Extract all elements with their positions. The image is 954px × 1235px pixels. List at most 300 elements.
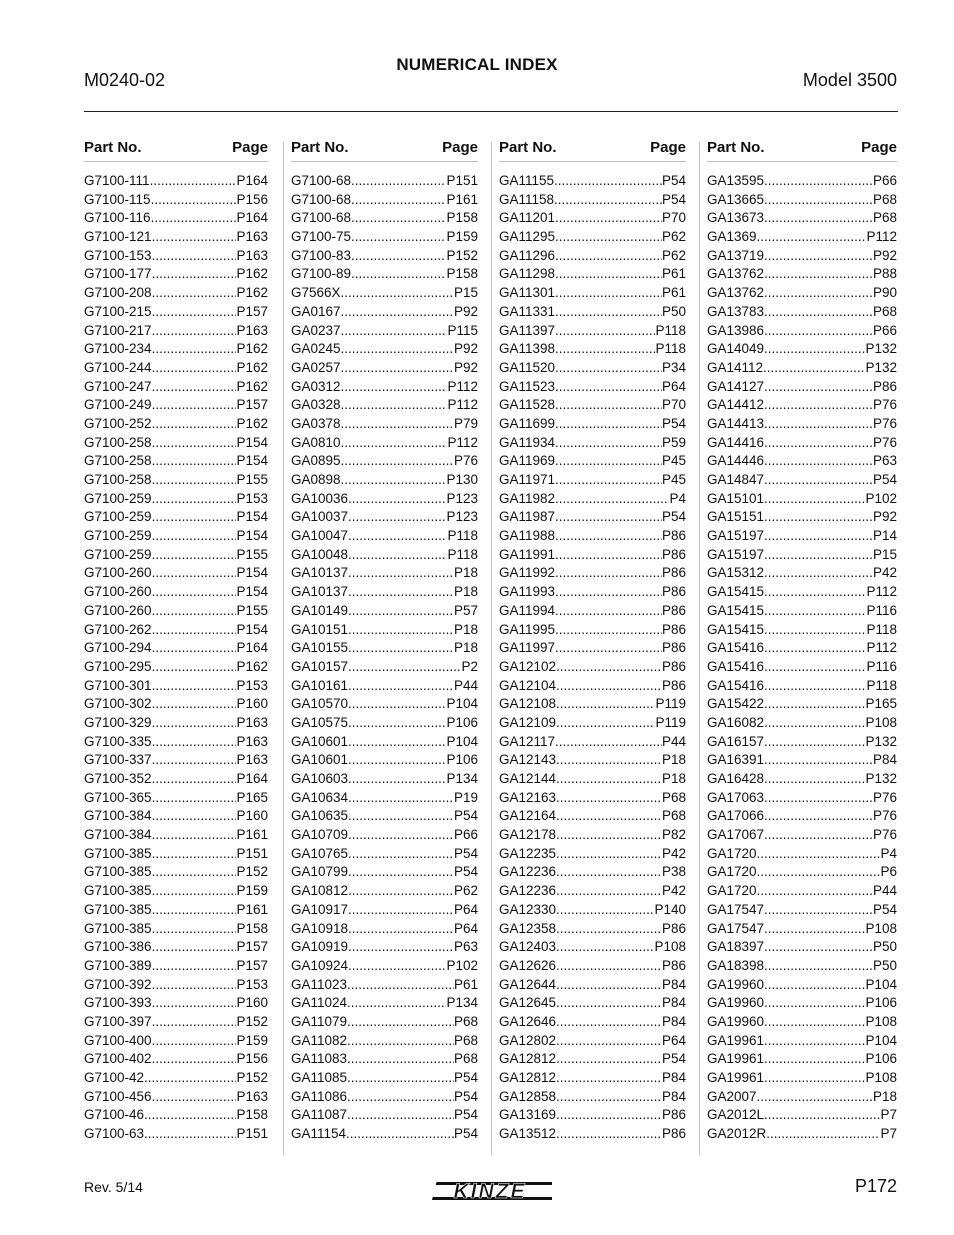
part-no-header: Part No.: [84, 138, 142, 156]
index-entry: [291, 1013, 478, 1032]
page-reference: P118: [655, 322, 686, 338]
dot-leader: [757, 845, 881, 864]
page-reference: P140: [654, 901, 686, 917]
part-number: GA11085: [291, 1070, 348, 1085]
index-entry: [84, 621, 268, 640]
part-number: GA12812: [499, 1070, 557, 1085]
page-reference: P106: [865, 1051, 897, 1067]
page-reference: P42: [661, 845, 686, 861]
index-entry: [707, 1050, 897, 1069]
index-entry: [707, 1106, 897, 1125]
part-no-header: Part No.: [499, 138, 557, 156]
dot-leader: [348, 751, 446, 770]
dot-leader: [555, 452, 662, 471]
part-number: G7100-385: [84, 845, 152, 861]
index-entry: [499, 452, 686, 471]
part-number: GA11298: [499, 266, 556, 282]
part-number: G7100-258: [84, 434, 152, 450]
part-number: GA13762: [707, 266, 765, 282]
dot-leader: [764, 920, 865, 939]
dot-leader: [556, 1088, 662, 1107]
index-entry: [499, 359, 686, 378]
dot-leader: [764, 527, 873, 546]
part-number: G7100-116: [84, 210, 151, 226]
dot-leader: [152, 583, 237, 602]
index-entry: [84, 172, 268, 191]
part-number: GA12236: [499, 864, 557, 880]
dot-leader: [556, 770, 662, 789]
index-entry: [707, 340, 897, 359]
index-entry: [84, 452, 268, 471]
part-number: GA12109: [499, 714, 557, 730]
page-reference: P54: [453, 1107, 478, 1123]
part-number: G7100-259: [84, 490, 152, 506]
part-number: GA10634: [291, 789, 349, 805]
index-entry: [84, 1106, 268, 1125]
part-number: GA13673: [707, 210, 765, 226]
page-reference: P112: [447, 434, 478, 450]
dot-leader: [152, 1050, 237, 1069]
index-entry: [291, 976, 478, 995]
page-reference: P154: [236, 565, 268, 581]
part-number: G7100-121: [84, 229, 152, 245]
index-entry: [84, 228, 268, 247]
page-reference: P68: [661, 808, 686, 824]
index-entry: [707, 957, 897, 976]
page-reference: P160: [236, 995, 268, 1011]
part-number: G7100-217: [84, 322, 152, 338]
dot-leader: [152, 751, 237, 770]
part-number: GA10570: [291, 696, 349, 712]
index-entry: [499, 564, 686, 583]
dot-leader: [764, 265, 873, 284]
index-entry: [707, 284, 897, 303]
index-entry: [291, 602, 478, 621]
dot-leader: [556, 751, 662, 770]
part-number: GA14847: [707, 472, 765, 487]
page-reference: P54: [661, 1051, 686, 1067]
index-entry: [707, 695, 897, 714]
index-entry: [291, 265, 478, 284]
dot-leader: [152, 733, 237, 752]
index-entry: [499, 1106, 686, 1125]
part-number: G7100-397: [84, 1013, 152, 1029]
page-reference: P45: [661, 472, 686, 487]
page-reference: P62: [661, 229, 686, 245]
dot-leader: [152, 994, 237, 1013]
dot-leader: [348, 807, 454, 826]
part-number: G7100-259: [84, 546, 152, 562]
dot-leader: [150, 172, 237, 191]
index-entry: [499, 845, 686, 864]
index-entry: [707, 471, 897, 490]
part-number: GA10036: [291, 490, 349, 506]
page-reference: P112: [447, 397, 478, 413]
part-number: GA10917: [291, 901, 349, 917]
dot-leader: [555, 546, 662, 565]
page-reference: P61: [661, 285, 686, 301]
logo-wordmark: KINZE: [453, 1180, 527, 1203]
page-reference: P54: [453, 845, 478, 861]
page-reference: P152: [236, 864, 268, 880]
dot-leader: [764, 677, 866, 696]
dot-leader: [555, 209, 662, 228]
dot-leader: [763, 359, 865, 378]
page-reference: P50: [872, 957, 897, 973]
dot-leader: [347, 1032, 454, 1051]
part-number: GA11331: [499, 303, 556, 319]
dot-leader: [556, 845, 662, 864]
part-number: GA15415: [707, 584, 765, 600]
part-number: GA12235: [499, 845, 557, 861]
page-reference: P86: [661, 565, 686, 581]
part-number: GA10157: [291, 658, 349, 674]
header-divider: [84, 111, 898, 112]
part-number: G7100-385: [84, 920, 152, 936]
page-reference: P92: [872, 509, 897, 525]
page-reference: P18: [453, 621, 478, 637]
index-column-2: [291, 133, 478, 1156]
dot-leader: [554, 172, 662, 191]
dot-leader: [757, 228, 867, 247]
part-number: GA12104: [499, 677, 557, 693]
page-reference: P66: [872, 322, 897, 338]
part-number: GA10924: [291, 957, 349, 973]
part-number: G7100-393: [84, 995, 152, 1011]
page-reference: P54: [661, 191, 686, 207]
index-entry: [707, 882, 897, 901]
index-entry: [291, 1032, 478, 1051]
part-number: GA15415: [707, 621, 765, 637]
part-number: G7100-260: [84, 602, 152, 618]
part-number: GA10037: [291, 509, 349, 525]
index-entry: [499, 751, 686, 770]
index-entry: [291, 1125, 478, 1144]
page-reference: P54: [661, 173, 686, 188]
page-reference: P54: [453, 1088, 478, 1104]
dot-leader: [152, 658, 237, 677]
page-reference: P153: [236, 677, 268, 693]
page-reference: P6: [880, 864, 897, 880]
page-reference: P163: [236, 322, 268, 338]
index-entry: [707, 527, 897, 546]
dot-leader: [555, 247, 662, 266]
part-number: G7100-302: [84, 696, 152, 712]
page-reference: P118: [866, 621, 897, 637]
part-number: GA14413: [707, 415, 765, 431]
dot-leader: [764, 378, 873, 397]
dot-leader: [556, 863, 662, 882]
page-reference: P130: [446, 472, 478, 487]
dot-leader: [764, 396, 873, 415]
part-number: GA15422: [707, 696, 765, 712]
dot-leader: [348, 583, 454, 602]
part-number: GA19960: [707, 976, 765, 992]
index-entry: [84, 191, 268, 210]
part-number: G7100-234: [84, 341, 152, 357]
dot-leader: [555, 490, 669, 509]
index-entry: [291, 527, 478, 546]
page-reference: P54: [453, 1126, 478, 1142]
page-reference: P162: [236, 266, 268, 282]
index-entry: [707, 639, 897, 658]
dot-leader: [764, 714, 865, 733]
dot-leader: [764, 191, 873, 210]
part-number: G7100-247: [84, 378, 152, 394]
dot-leader: [152, 845, 237, 864]
page-reference: P86: [661, 1126, 686, 1142]
index-entry: [84, 976, 268, 995]
part-number: GA16428: [707, 771, 765, 786]
dot-leader: [341, 303, 454, 322]
page-reference: P108: [865, 714, 897, 730]
page-reference: P62: [453, 883, 478, 899]
dot-leader: [555, 583, 662, 602]
part-number: GA11083: [291, 1051, 348, 1067]
dot-leader: [555, 639, 662, 658]
page-reference: P164: [236, 210, 268, 226]
index-entry: [499, 172, 686, 191]
dot-leader: [348, 770, 446, 789]
part-number: G7100-385: [84, 864, 152, 880]
dot-leader: [152, 639, 237, 658]
part-number: G7100-337: [84, 752, 152, 768]
page-reference: P42: [661, 883, 686, 899]
dot-leader: [152, 434, 237, 453]
dot-leader: [152, 826, 237, 845]
index-entry: [84, 733, 268, 752]
page-reference: P90: [872, 285, 897, 301]
page-reference: P86: [661, 677, 686, 693]
dot-leader: [764, 564, 873, 583]
index-entry: [707, 677, 897, 696]
index-entry: [707, 1069, 897, 1088]
index-entry: [84, 1032, 268, 1051]
part-number: GA10709: [291, 827, 349, 843]
index-entry: [291, 172, 478, 191]
page-header: Page: [861, 138, 897, 156]
page-reference: P19: [453, 789, 478, 805]
part-no-header: Part No.: [291, 138, 349, 156]
index-entry: [291, 639, 478, 658]
part-number: GA10575: [291, 714, 349, 730]
index-entry: [84, 957, 268, 976]
index-entry: [291, 378, 478, 397]
dot-leader: [556, 1069, 662, 1088]
dot-leader: [152, 714, 237, 733]
page-reference: P104: [865, 1032, 897, 1048]
index-entry: [84, 527, 268, 546]
part-number: GA19961: [707, 1070, 765, 1085]
index-entry: [499, 191, 686, 210]
index-entry: [84, 378, 268, 397]
index-entry: [291, 733, 478, 752]
dot-leader: [764, 639, 866, 658]
index-column-3: [499, 133, 686, 1156]
page-reference: P108: [865, 1013, 897, 1029]
part-number: GA11992: [499, 565, 556, 581]
part-number: GA10635: [291, 808, 349, 824]
page-reference: P70: [661, 397, 686, 413]
page-reference: P92: [872, 247, 897, 263]
dot-leader: [347, 1013, 454, 1032]
part-number: GA13986: [707, 322, 765, 338]
part-number: G7100-42: [84, 1070, 145, 1085]
part-number: GA11991: [499, 546, 556, 562]
dot-leader: [348, 938, 454, 957]
index-entry: [707, 826, 897, 845]
page-reference: P64: [661, 1032, 686, 1048]
index-entry: [84, 340, 268, 359]
index-entry: [291, 209, 478, 228]
page-reference: P118: [447, 528, 478, 544]
page-reference: P59: [661, 434, 686, 450]
part-number: GA10799: [291, 864, 349, 880]
page-reference: P57: [453, 602, 478, 618]
dot-leader: [341, 452, 454, 471]
part-number: G7100-260: [84, 565, 152, 581]
index-entry: [499, 340, 686, 359]
part-number: GA19960: [707, 995, 765, 1011]
dot-leader: [764, 789, 873, 808]
part-number: GA10918: [291, 920, 349, 936]
part-number: G7100-385: [84, 883, 152, 899]
page-reference: P112: [447, 378, 478, 394]
part-number: GA10155: [291, 640, 349, 656]
part-number: GA11699: [499, 415, 556, 431]
dot-leader: [144, 1106, 236, 1125]
column-header: [707, 133, 897, 162]
part-number: GA11155: [499, 173, 555, 188]
index-entry: [84, 658, 268, 677]
dot-leader: [351, 209, 446, 228]
index-entry: [84, 714, 268, 733]
dot-leader: [764, 994, 865, 1013]
index-entry: [499, 994, 686, 1013]
dot-leader: [556, 976, 662, 995]
index-entry: [499, 583, 686, 602]
page-reference: P76: [872, 397, 897, 413]
part-number: GA0257: [291, 359, 341, 375]
page-reference: P158: [446, 210, 478, 226]
dot-leader: [152, 695, 237, 714]
index-entry: [291, 303, 478, 322]
dot-leader: [764, 546, 873, 565]
index-entry: [84, 677, 268, 696]
dot-leader: [152, 415, 237, 434]
part-number: G7100-400: [84, 1032, 152, 1048]
part-number: GA14127: [707, 378, 765, 394]
part-number: GA12858: [499, 1088, 557, 1104]
part-number: GA11520: [499, 359, 556, 375]
part-number: GA17547: [707, 920, 765, 936]
part-number: G7100-262: [84, 621, 152, 637]
page-reference: P106: [446, 714, 478, 730]
part-number: GA15197: [707, 528, 765, 544]
dot-leader: [556, 938, 654, 957]
part-number: G7100-258: [84, 453, 152, 469]
dot-leader: [351, 265, 446, 284]
page-reference: P162: [236, 658, 268, 674]
dot-leader: [152, 863, 237, 882]
part-number: GA12163: [499, 789, 557, 805]
page-title: NUMERICAL INDEX: [396, 55, 558, 74]
part-number: G7100-329: [84, 714, 152, 730]
index-entry: [291, 845, 478, 864]
index-entry: [499, 247, 686, 266]
part-number: GA0895: [291, 453, 341, 469]
index-entry: [84, 508, 268, 527]
dot-leader: [347, 976, 454, 995]
index-entry: [707, 1125, 897, 1144]
index-entry: [707, 976, 897, 995]
part-number: GA19960: [707, 1013, 765, 1029]
page-reference: P163: [236, 229, 268, 245]
index-entry: [291, 228, 478, 247]
part-number: GA10047: [291, 528, 349, 544]
page-reference: P163: [236, 752, 268, 768]
dot-leader: [348, 602, 454, 621]
page-reference: P66: [872, 173, 897, 188]
part-number: GA17547: [707, 901, 765, 917]
part-number: GA11201: [499, 210, 556, 226]
page-reference: P158: [446, 266, 478, 282]
index-entry: [291, 677, 478, 696]
dot-leader: [764, 340, 865, 359]
page-reference: P112: [866, 229, 897, 245]
page-reference: P42: [872, 565, 897, 581]
page-reference: P118: [866, 677, 897, 693]
page-reference: P118: [655, 341, 686, 357]
part-number: GA13762: [707, 285, 765, 301]
index-entry: [499, 322, 686, 341]
page-reference: P155: [236, 472, 268, 487]
part-number: GA12626: [499, 957, 557, 973]
part-number: G7100-258: [84, 472, 152, 487]
part-number: GA11987: [499, 509, 556, 525]
dot-leader: [152, 490, 237, 509]
index-entry: [291, 714, 478, 733]
part-number: GA14416: [707, 434, 765, 450]
dot-leader: [764, 602, 866, 621]
page-reference: P161: [236, 827, 268, 843]
dot-leader: [556, 807, 662, 826]
part-number: GA11988: [499, 528, 556, 544]
page-reference: P68: [872, 191, 897, 207]
index-entry: [499, 901, 686, 920]
dot-leader: [555, 564, 662, 583]
part-number: GA0312: [291, 378, 341, 394]
dot-leader: [152, 546, 237, 565]
page-reference: P154: [236, 434, 268, 450]
index-entry: [707, 994, 897, 1013]
index-entry: [291, 1050, 478, 1069]
index-entry: [707, 434, 897, 453]
index-entry: [499, 1088, 686, 1107]
page-reference: P161: [236, 901, 268, 917]
part-number: GA12236: [499, 883, 557, 899]
part-number: GA12178: [499, 827, 557, 843]
dot-leader: [152, 378, 237, 397]
part-number: GA11997: [499, 640, 556, 656]
page-reference: P165: [236, 789, 268, 805]
page-reference: P64: [661, 378, 686, 394]
index-entry: [499, 434, 686, 453]
part-number: GA0898: [291, 472, 341, 487]
dot-leader: [556, 695, 655, 714]
part-number: GA15151: [707, 509, 765, 525]
index-entry: [499, 602, 686, 621]
